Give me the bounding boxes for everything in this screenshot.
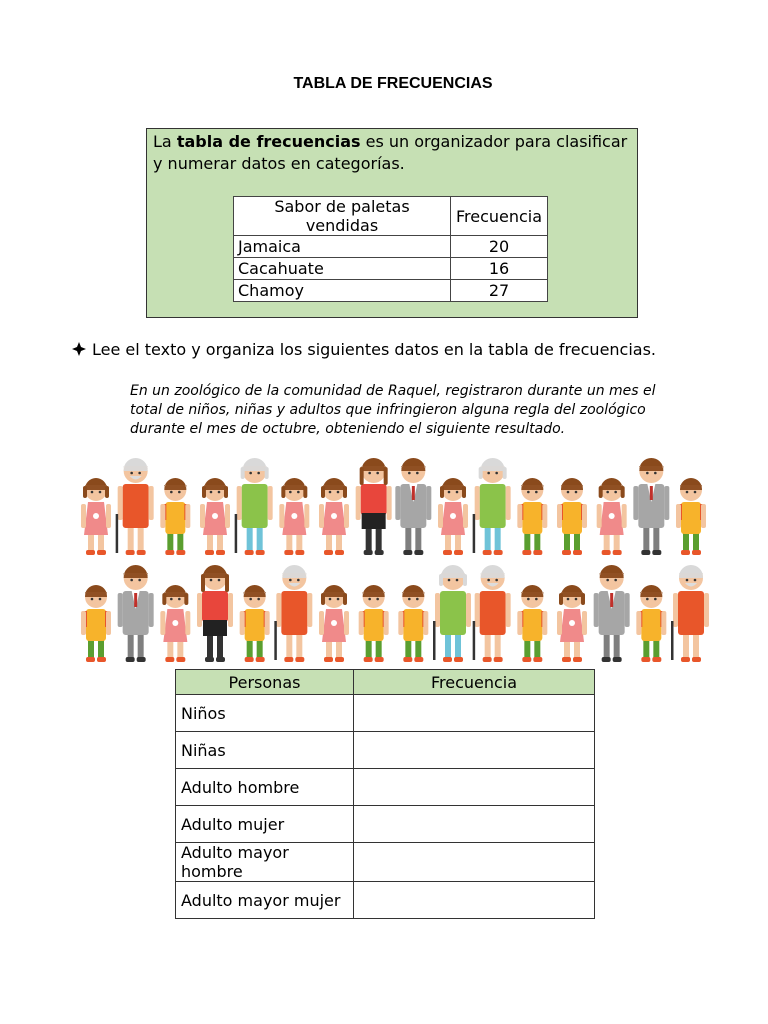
table-row	[176, 882, 595, 919]
frequency-answer-cell[interactable]	[354, 732, 595, 769]
boy-figure	[557, 478, 587, 555]
girl-figure	[319, 585, 349, 662]
person-category: Adulto mayor hombre	[176, 843, 354, 882]
page-title: TABLA DE FRECUENCIAS	[293, 75, 493, 92]
boy-figure	[636, 585, 666, 662]
grandma-figure	[473, 458, 511, 555]
girl-figure	[81, 478, 111, 555]
man-figure	[395, 458, 431, 555]
boy-figure	[517, 478, 547, 555]
frequency-cell: 16	[451, 258, 548, 280]
instruction	[72, 340, 656, 360]
frequency-answer-cell[interactable]	[354, 695, 595, 732]
girl-figure	[319, 478, 349, 555]
woman-figure	[197, 565, 233, 662]
table-row	[176, 843, 595, 882]
answer-frequency-table	[175, 669, 595, 919]
girl-figure	[200, 478, 230, 555]
example-header-frequency: Frecuencia	[451, 197, 548, 236]
table-row	[176, 806, 595, 843]
grandma-figure	[235, 458, 273, 555]
definition-term: tabla de frecuencias	[176, 132, 361, 151]
girl-figure	[597, 478, 627, 555]
girl-figure	[438, 478, 468, 555]
people-illustration	[76, 455, 716, 665]
woman-figure	[356, 458, 392, 555]
boy-figure	[160, 478, 190, 555]
person-category: Adulto hombre	[176, 769, 354, 806]
girl-figure	[279, 478, 309, 555]
girl-figure	[160, 585, 190, 662]
table-row	[234, 280, 548, 302]
person-category: Adulto mayor mujer	[176, 882, 354, 919]
definition-post: es un organizador para clasificar y numerar datos en categorías.	[153, 132, 628, 173]
person-category: Adulto mujer	[176, 806, 354, 843]
boy-figure	[517, 585, 547, 662]
man-figure	[118, 565, 154, 662]
grandpa-figure	[274, 565, 312, 662]
flavor-cell: Cacahuate	[234, 258, 451, 280]
grandpa-figure	[116, 458, 154, 555]
table-row	[234, 236, 548, 258]
frequency-answer-cell[interactable]	[354, 843, 595, 882]
boy-figure	[240, 585, 270, 662]
diamond-bullet-icon	[72, 341, 86, 360]
table-row	[176, 769, 595, 806]
person-category: Niñas	[176, 732, 354, 769]
grandma-figure	[433, 565, 471, 662]
man-figure	[633, 458, 669, 555]
man-figure	[594, 565, 630, 662]
definition-pre: La	[153, 132, 177, 151]
flavor-cell: Chamoy	[234, 280, 451, 302]
person-category: Niños	[176, 695, 354, 732]
flavor-cell: Jamaica	[234, 236, 451, 258]
grandpa-figure	[671, 565, 709, 662]
table-row	[176, 695, 595, 732]
instruction-text: Lee el texto y organiza los siguientes datos en la tabla de frecuencias.	[92, 340, 657, 359]
definition-box	[146, 128, 638, 318]
frequency-cell: 20	[451, 236, 548, 258]
answer-header-people: Personas	[176, 670, 354, 695]
definition-text	[153, 131, 637, 175]
frequency-answer-cell[interactable]	[354, 882, 595, 919]
boy-figure	[81, 585, 111, 662]
girl-figure	[557, 585, 587, 662]
story-text: En un zoológico de la comunidad de Raquel, registraron durante un mes el total de niños, niñas y adultos que infringieron alguna regla del zoológico durante el mes de octubre, obteniendo el siguiente resultado.	[130, 383, 656, 437]
grandpa-figure	[473, 565, 511, 662]
frequency-answer-cell[interactable]	[354, 769, 595, 806]
table-row	[176, 732, 595, 769]
example-header-flavor: Sabor de paletas vendidas	[234, 197, 451, 236]
frequency-cell: 27	[451, 280, 548, 302]
boy-figure	[359, 585, 389, 662]
example-frequency-table	[233, 196, 548, 302]
frequency-answer-cell[interactable]	[354, 806, 595, 843]
table-row	[234, 258, 548, 280]
boy-figure	[676, 478, 706, 555]
answer-header-frequency: Frecuencia	[354, 670, 595, 695]
boy-figure	[398, 585, 428, 662]
